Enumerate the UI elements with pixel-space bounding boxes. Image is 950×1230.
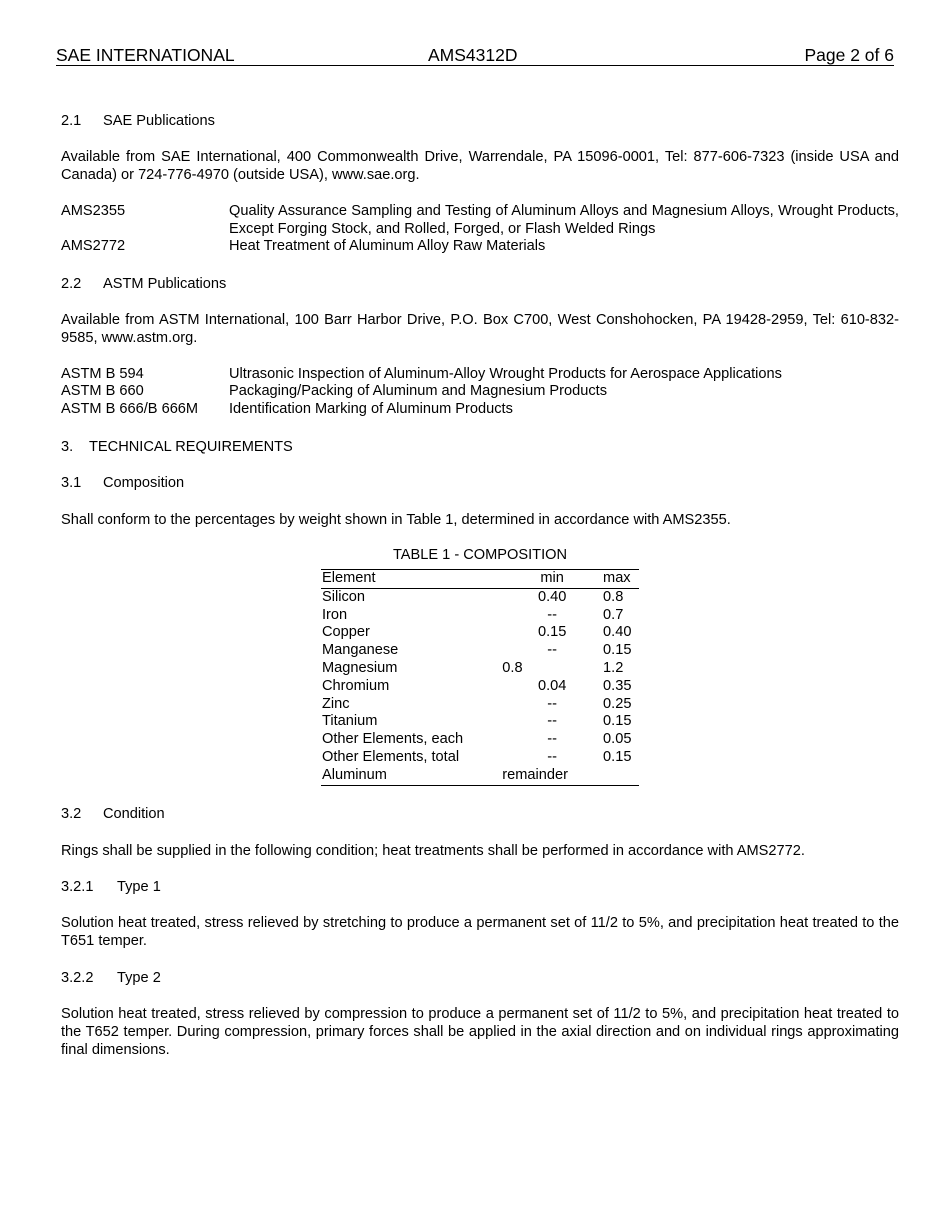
max-cell: 0.25	[603, 695, 632, 712]
max-cell: 0.05	[603, 731, 632, 748]
max-cell: 0.8	[603, 588, 624, 605]
table-row	[321, 660, 639, 678]
section-title: Condition	[103, 806, 165, 822]
table-row	[321, 713, 639, 731]
column-header-element: Element	[321, 570, 501, 589]
reference-row	[61, 203, 899, 239]
composition-table	[321, 569, 639, 786]
min-cell: --	[547, 748, 558, 765]
element-cell: Titanium	[322, 713, 378, 730]
section-3-1-heading	[61, 474, 184, 492]
reference-description: Heat Treatment of Aluminum Alloy Raw Materials	[229, 238, 546, 254]
reference-description: Packaging/Packing of Aluminum and Magnesium Products	[229, 383, 608, 399]
element-cell: Aluminum	[322, 766, 387, 783]
table-row	[321, 749, 639, 767]
reference-id: ASTM B 660	[61, 383, 144, 399]
section-2-1-heading	[61, 112, 215, 130]
reference-id: ASTM B 594	[61, 366, 144, 382]
max-cell: 1.2	[603, 659, 624, 676]
section-number: 2.2	[61, 276, 82, 292]
max-cell: 0.15	[603, 748, 632, 765]
section-number: 2.1	[61, 113, 82, 129]
header-organization: SAE INTERNATIONAL	[56, 45, 235, 65]
table-header-row	[321, 570, 639, 589]
section-title: SAE Publications	[103, 113, 215, 129]
max-cell	[602, 767, 639, 785]
reference-description: Identification Marking of Aluminum Products	[229, 401, 513, 417]
min-cell: --	[547, 713, 558, 730]
section-3-2-1-heading	[61, 878, 161, 896]
element-cell: Other Elements, total	[322, 748, 460, 765]
table-row	[321, 678, 639, 696]
column-header-max: max	[602, 570, 639, 589]
section-title: ASTM Publications	[103, 276, 227, 292]
type-2-paragraph: Solution heat treated, stress relieved by compression to produce a permanent set of 11/2 to 5%, and precipitation heat treated to the T652 temper. During compression, primary forces shall be applied in the axial direction and on individual rings approximating final dimensions.	[61, 1006, 899, 1058]
max-cell: 0.7	[603, 606, 624, 623]
table-row	[321, 642, 639, 660]
header-document-number: AMS4312D	[428, 45, 518, 65]
max-cell: 0.35	[603, 677, 632, 694]
min-cell: 0.8	[502, 659, 523, 676]
section-number: 3.2.2	[61, 970, 94, 986]
element-cell: Zinc	[322, 695, 350, 712]
table-row	[321, 767, 639, 785]
section-title: Composition	[103, 475, 185, 491]
min-cell: remainder	[502, 766, 568, 783]
section-number: 3.1	[61, 475, 82, 491]
reference-id: AMS2355	[61, 203, 126, 219]
max-cell: 0.15	[603, 713, 632, 730]
astm-availability-paragraph: Available from ASTM International, 100 Barr Harbor Drive, P.O. Box C700, West Conshohocken, PA 19428-2959, Tel: 610-832-9585, www.astm.org.	[61, 312, 899, 346]
type-1-paragraph: Solution heat treated, stress relieved by stretching to produce a permanent set of 11/2 to 5%, and precipitation heat treated to the T651 temper.	[61, 915, 899, 949]
table-row	[321, 607, 639, 625]
reference-id: ASTM B 666/B 666M	[61, 401, 199, 417]
min-cell: --	[547, 606, 558, 623]
element-cell: Chromium	[322, 677, 390, 694]
section-number: 3.2.1	[61, 879, 94, 895]
element-cell: Silicon	[322, 588, 365, 605]
section-title: Type 1	[117, 879, 161, 895]
max-cell: 0.40	[603, 624, 632, 641]
table-title: TABLE 1 - COMPOSITION	[392, 547, 568, 563]
reference-description: Quality Assurance Sampling and Testing of Aluminum Alloys and Magnesium Alloys, Wrought Products, Except Forging Stock, and Rolled, Forged, or Flash Welded Rings	[229, 203, 899, 237]
element-cell: Iron	[322, 606, 348, 623]
section-3-2-heading	[61, 805, 165, 823]
section-3-heading	[61, 438, 293, 456]
element-cell: Magnesium	[322, 659, 398, 676]
page-header	[56, 44, 894, 66]
min-cell: --	[547, 642, 558, 659]
section-3-2-2-heading	[61, 969, 161, 987]
min-cell: --	[547, 695, 558, 712]
composition-paragraph: Shall conform to the percentages by weight shown in Table 1, determined in accordance with AMS2355.	[61, 512, 731, 528]
column-header-min: min	[501, 570, 602, 589]
element-cell: Other Elements, each	[322, 731, 464, 748]
sae-availability-paragraph: Available from SAE International, 400 Commonwealth Drive, Warrendale, PA 15096-0001, Tel: 877-606-7323 (inside USA and Canada) or 724-776-4970 (outside USA), www.sae.org.	[61, 149, 899, 183]
table-row	[321, 696, 639, 714]
condition-paragraph: Rings shall be supplied in the following condition; heat treatments shall be performed in accordance with AMS2772.	[61, 843, 805, 859]
reference-description: Ultrasonic Inspection of Aluminum-Alloy Wrought Products for Aerospace Applications	[229, 366, 782, 382]
table-row	[321, 731, 639, 749]
min-cell: 0.40	[537, 588, 567, 605]
section-number: 3.	[61, 439, 74, 455]
element-cell: Copper	[322, 624, 370, 641]
section-title: TECHNICAL REQUIREMENTS	[89, 439, 293, 455]
section-2-2-heading	[61, 275, 226, 293]
max-cell: 0.15	[603, 642, 632, 659]
min-cell: 0.15	[537, 624, 567, 641]
section-title: Type 2	[117, 970, 161, 986]
reference-id: AMS2772	[61, 238, 126, 254]
header-page-number: Page 2 of 6	[804, 45, 894, 65]
min-cell: 0.04	[537, 677, 567, 694]
table-row	[321, 624, 639, 642]
element-cell: Manganese	[322, 642, 399, 659]
min-cell: --	[547, 731, 558, 748]
table-row	[321, 588, 639, 606]
section-number: 3.2	[61, 806, 82, 822]
